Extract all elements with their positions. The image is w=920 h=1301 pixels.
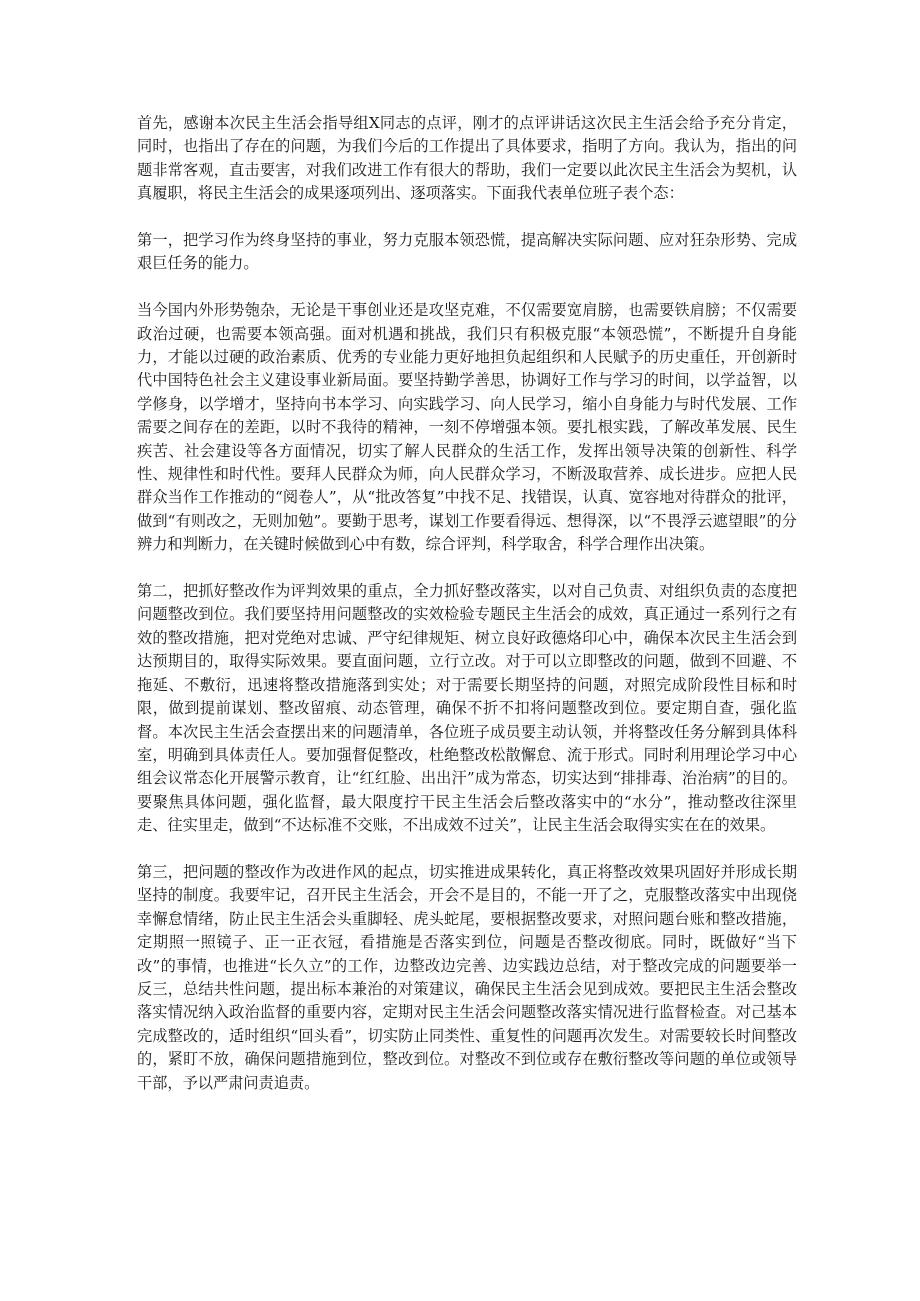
point-two-paragraph: 第二，把抓好整改作为评判效果的重点，全力抓好整改落实，以对自己负责、对组织负责的态度把问题整改到位。我们要坚持用问题整改的实效检验专题民主生活会的成效，真正通过一系列行之有效的整改措施，把对党绝对忠诚、严守纪律规矩、树立良好政德烙印心中，确保本次民主生活会到达预期目的，取得实际效果。要直面问题，立行立改。对于可以立即整改的问题，做到不回避、不拖延、不敷衍，迅速将整改措施落到实处；对于需要长期坚持的问题，对照完成阶段性目标和时限，做到提前谋划、整改留痕、动态管理，确保不折不扣将问题整改到位。要定期自查，强化监督。本次民主生活会查摆出来的问题清单，各位班子成员要主动认领，并将整改任务分解到具体科室，明确到具体责任人。要加强督促整改，杜绝整改松散懈怠、流于形式。同时利用理论学习中心组会议常态化开展警示教育，让“红红脸、出出汗”成为常态，切实达到“排排毒、治治病”的目的。要聚焦具体问题，强化监督，最大限度拧干民主生活会后整改落实中的“水分”，推动整改往深里走、往实里走，做到“不达标准不交账，不出成效不过关”，让民主生活会取得实实在在的效果。: [137, 582, 797, 835]
intro-paragraph: 首先，感谢本次民主生活会指导组X同志的点评，刚才的点评讲话这次民主生活会给予充分肯定，同时，也指出了存在的问题，为我们今后的工作提出了具体要求，指明了方向。我认为，指出的问题非常客观，直击要害，对我们改进工作有很大的帮助，我们一定要以此次民主生活会为契机，认真履职，将民主生活会的成果逐项列出、逐项落实。下面我代表单位班子表个态：: [137, 114, 797, 203]
point-three-paragraph: 第三，把问题的整改作为改进作风的起点，切实推进成果转化，真正将整改效果巩固好并形成长期坚持的制度。我要牢记，召开民主生活会，开会不是目的，不能一开了之，克服整改落实中出现侥幸懈怠情绪，防止民主生活会头重脚轻、虎头蛇尾，要根据整改要求，对照问题台账和整改措施，定期照一照镜子、正一正衣冠，看措施是否落实到位，问题是否整改彻底。同时，既做好“当下改”的事情，也推进“长久立”的工作，边整改边完善、边实践边总结，对于整改完成的问题要举一反三，总结共性问题，提出标本兼治的对策建议，确保民主生活会见到成效。要把民主生活会整改落实情况纳入政治监督的重要内容，定期对民主生活会问题整改落实情况进行监督检查。对己基本完成整改的，适时组织“回头看”，切实防止同类性、重复性的问题再次发生。对需要较长时间整改的，紧盯不放，确保问题措施到位，整改到位。对整改不到位或存在敷衍整改等问题的单位或领导干部，予以严肃问责追责。: [137, 862, 797, 1092]
point-one-heading-paragraph: 第一，把学习作为终身坚持的事业，努力克服本领恐慌，提高解决实际问题、应对狂杂形势、完成艰巨任务的能力。: [137, 231, 797, 273]
point-one-detail-paragraph: 当今国内外形势匏杂，无论是干事创业还是攻坚克难，不仅需要宽肩膀，也需要铁肩膀；不仅需要政治过硬，也需要本领高强。面对机遇和挑战，我们只有积极克服“本领恐慌”，不断提升自身能力，才能以过硬的政治素质、优秀的专业能力更好地担负起组织和人民赋予的历史重任，开创新时代中国特色社会主义建设事业新局面。要坚持勤学善思，协调好工作与学习的时间，以学益智，以学修身，以学增才，坚持向书本学习、向实践学习、向人民学习，缩小自身能力与时代发展、工作需要之间存在的差距，以时不我待的精神，一刻不停增强本领。要扎根实践，了解改革发展、民生疾苦、社会建设等各方面情况，切实了解人民群众的生活工作，发挥出领导决策的创新性、科学性、规律性和时代性。要拜人民群众为师，向人民群众学习，不断汲取营养、成长进步。应把人民群众当作工作推动的“阅卷人”，从“批改答复”中找不足、找错误，认真、宽容地对待群众的批评，做到“有则改之，无则加勉”。要勤于思考，谋划工作要看得远、想得深，以“不畏浮云遮望眼”的分辨力和判断力，在关键时候做到心中有数，综合评判，科学取舍，科学合理作出决策。: [137, 301, 797, 554]
document-body: [137, 112, 797, 1118]
